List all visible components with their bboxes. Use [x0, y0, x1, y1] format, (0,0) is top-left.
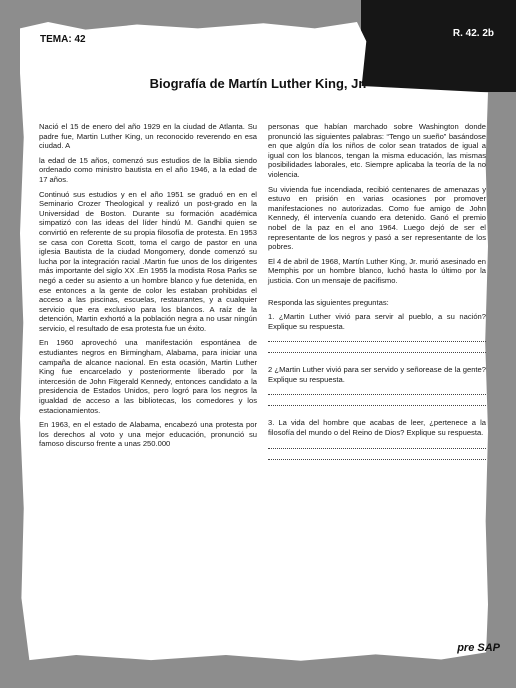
paragraph: El 4 de abril de 1968, Martín Luther King, Jr. murió asesinado en Memphis por un hombre blanco, luchó hasta lo último por la justicia. Con un mensaje de pacifismo. — [268, 256, 486, 285]
paragraph: personas que habían marchado sobre Washington donde pronunció las siguientes palabras: “Tengo un sueño” basándose en que algún día los niños de color sean tratados de igual a igual con los blancos, tengan la misma educación, las mismas posibilidades laborales, etc. Siempre aplicaba la teoría de la no violencia. — [268, 122, 486, 179]
paragraph: Su vivienda fue incendiada, recibió centenares de amenazas y estuvo en prisión en varias ocasiones por promover manifestaciones no autorizadas. Como fue amigo de John Kennedy, él intervenía cuando era detenido. Ganó el premio nobel de la paz en el ano 1964. Luego dejó de ser el representante de los negros y pasó a ser representante de los pobres. — [268, 184, 486, 252]
paragraph: Continuó sus estudios y en el año 1951 se graduó en en el Seminario Crozer Theological y realizó un post-grado en la Universidad de Boston. Durante su formación académica simpatizó con las ideas del líder hindú M. Gandhi quien se convirtió en referente de su propia filosofía de protesta. En 1953 se casa con Coretta Scott, toma el cargo de pastor en una iglesia Bautista de la ciudad Mongomery, donde comenzó su lucha por la integración racial .Martin fue unos de los dirigentes más importante del siglo XX .En 1955 la modista Rosa Parks se negó a ceder su asiento a un hombre blanco y fue detenida, en ese entonces a la gente de color les estaban prohibidas el acceso a las piscinas, escuelas, restaurantes, y a cualquier servicio que era exclusivo para los blancos. A raíz de la detención, Martin exhortó a la población negra a no usar ningún servicio, el resultado de esa protesta fue un éxito. — [39, 189, 257, 333]
answer-line[interactable] — [268, 459, 486, 460]
paragraph: la edad de 15 años, comenzó sus estudios de la Biblia siendo ordenado como ministro bautista en el año 1946, a la edad de 17 años. — [39, 155, 257, 184]
question-1: 1. ¿Martin Luther vivió para servir al pueblo, a su nación? Explique su respuesta. — [268, 312, 486, 331]
paragraph: Nació el 15 de enero del año 1929 en la ciudad de Atlanta. Su padre fue, Martin Luther King, un reconocido reverendo en esa ciudad. A — [39, 122, 257, 151]
tema-label: TEMA: 42 — [40, 34, 86, 45]
page-code: R. 42. 2b — [452, 28, 494, 39]
answer-line[interactable] — [268, 352, 486, 353]
answer-line[interactable] — [268, 394, 486, 395]
answer-line[interactable] — [268, 341, 486, 342]
paragraph: En 1960 aprovechó una manifestación espontánea de estudiantes negros en Birmingham, Alabama, para iniciar una campaña de alcance nacional. En esta ocasión, Martin Luther King fue encarcelado y posteriormente liberado por la intercesión de John Fitgerald Kennedy, entonces candidato a la presidencia de Estados Unidos, pero logró para los negros la igualdad de acceso a las bibliotecas, los comedores y los estacionamientos. — [39, 338, 257, 415]
left-column — [39, 122, 257, 454]
paragraph: En 1963, en el estado de Alabama, encabezó una protesta por los derechos al voto y una mejor educación, pronunció su famoso discurso frente a unas 250.000 — [39, 420, 257, 449]
answer-line[interactable] — [268, 405, 486, 406]
question-3: 3. La vida del hombre que acabas de leer, ¿pertenece a la filosofía del mundo o del Reino de Dios? Explique su respuesta. — [268, 418, 486, 438]
page-title: Biografía de Martín Luther King, Jr. — [149, 76, 367, 91]
footer-logo: pre SAP — [457, 642, 500, 654]
right-column — [268, 122, 486, 460]
question-2: 2 ¿Martin Luther vivió para ser servido y señorease de la gente? Explique su respuesta. — [268, 365, 486, 384]
answer-line[interactable] — [268, 448, 486, 449]
questions-instructions: Responda las siguientes preguntas: — [268, 297, 389, 307]
